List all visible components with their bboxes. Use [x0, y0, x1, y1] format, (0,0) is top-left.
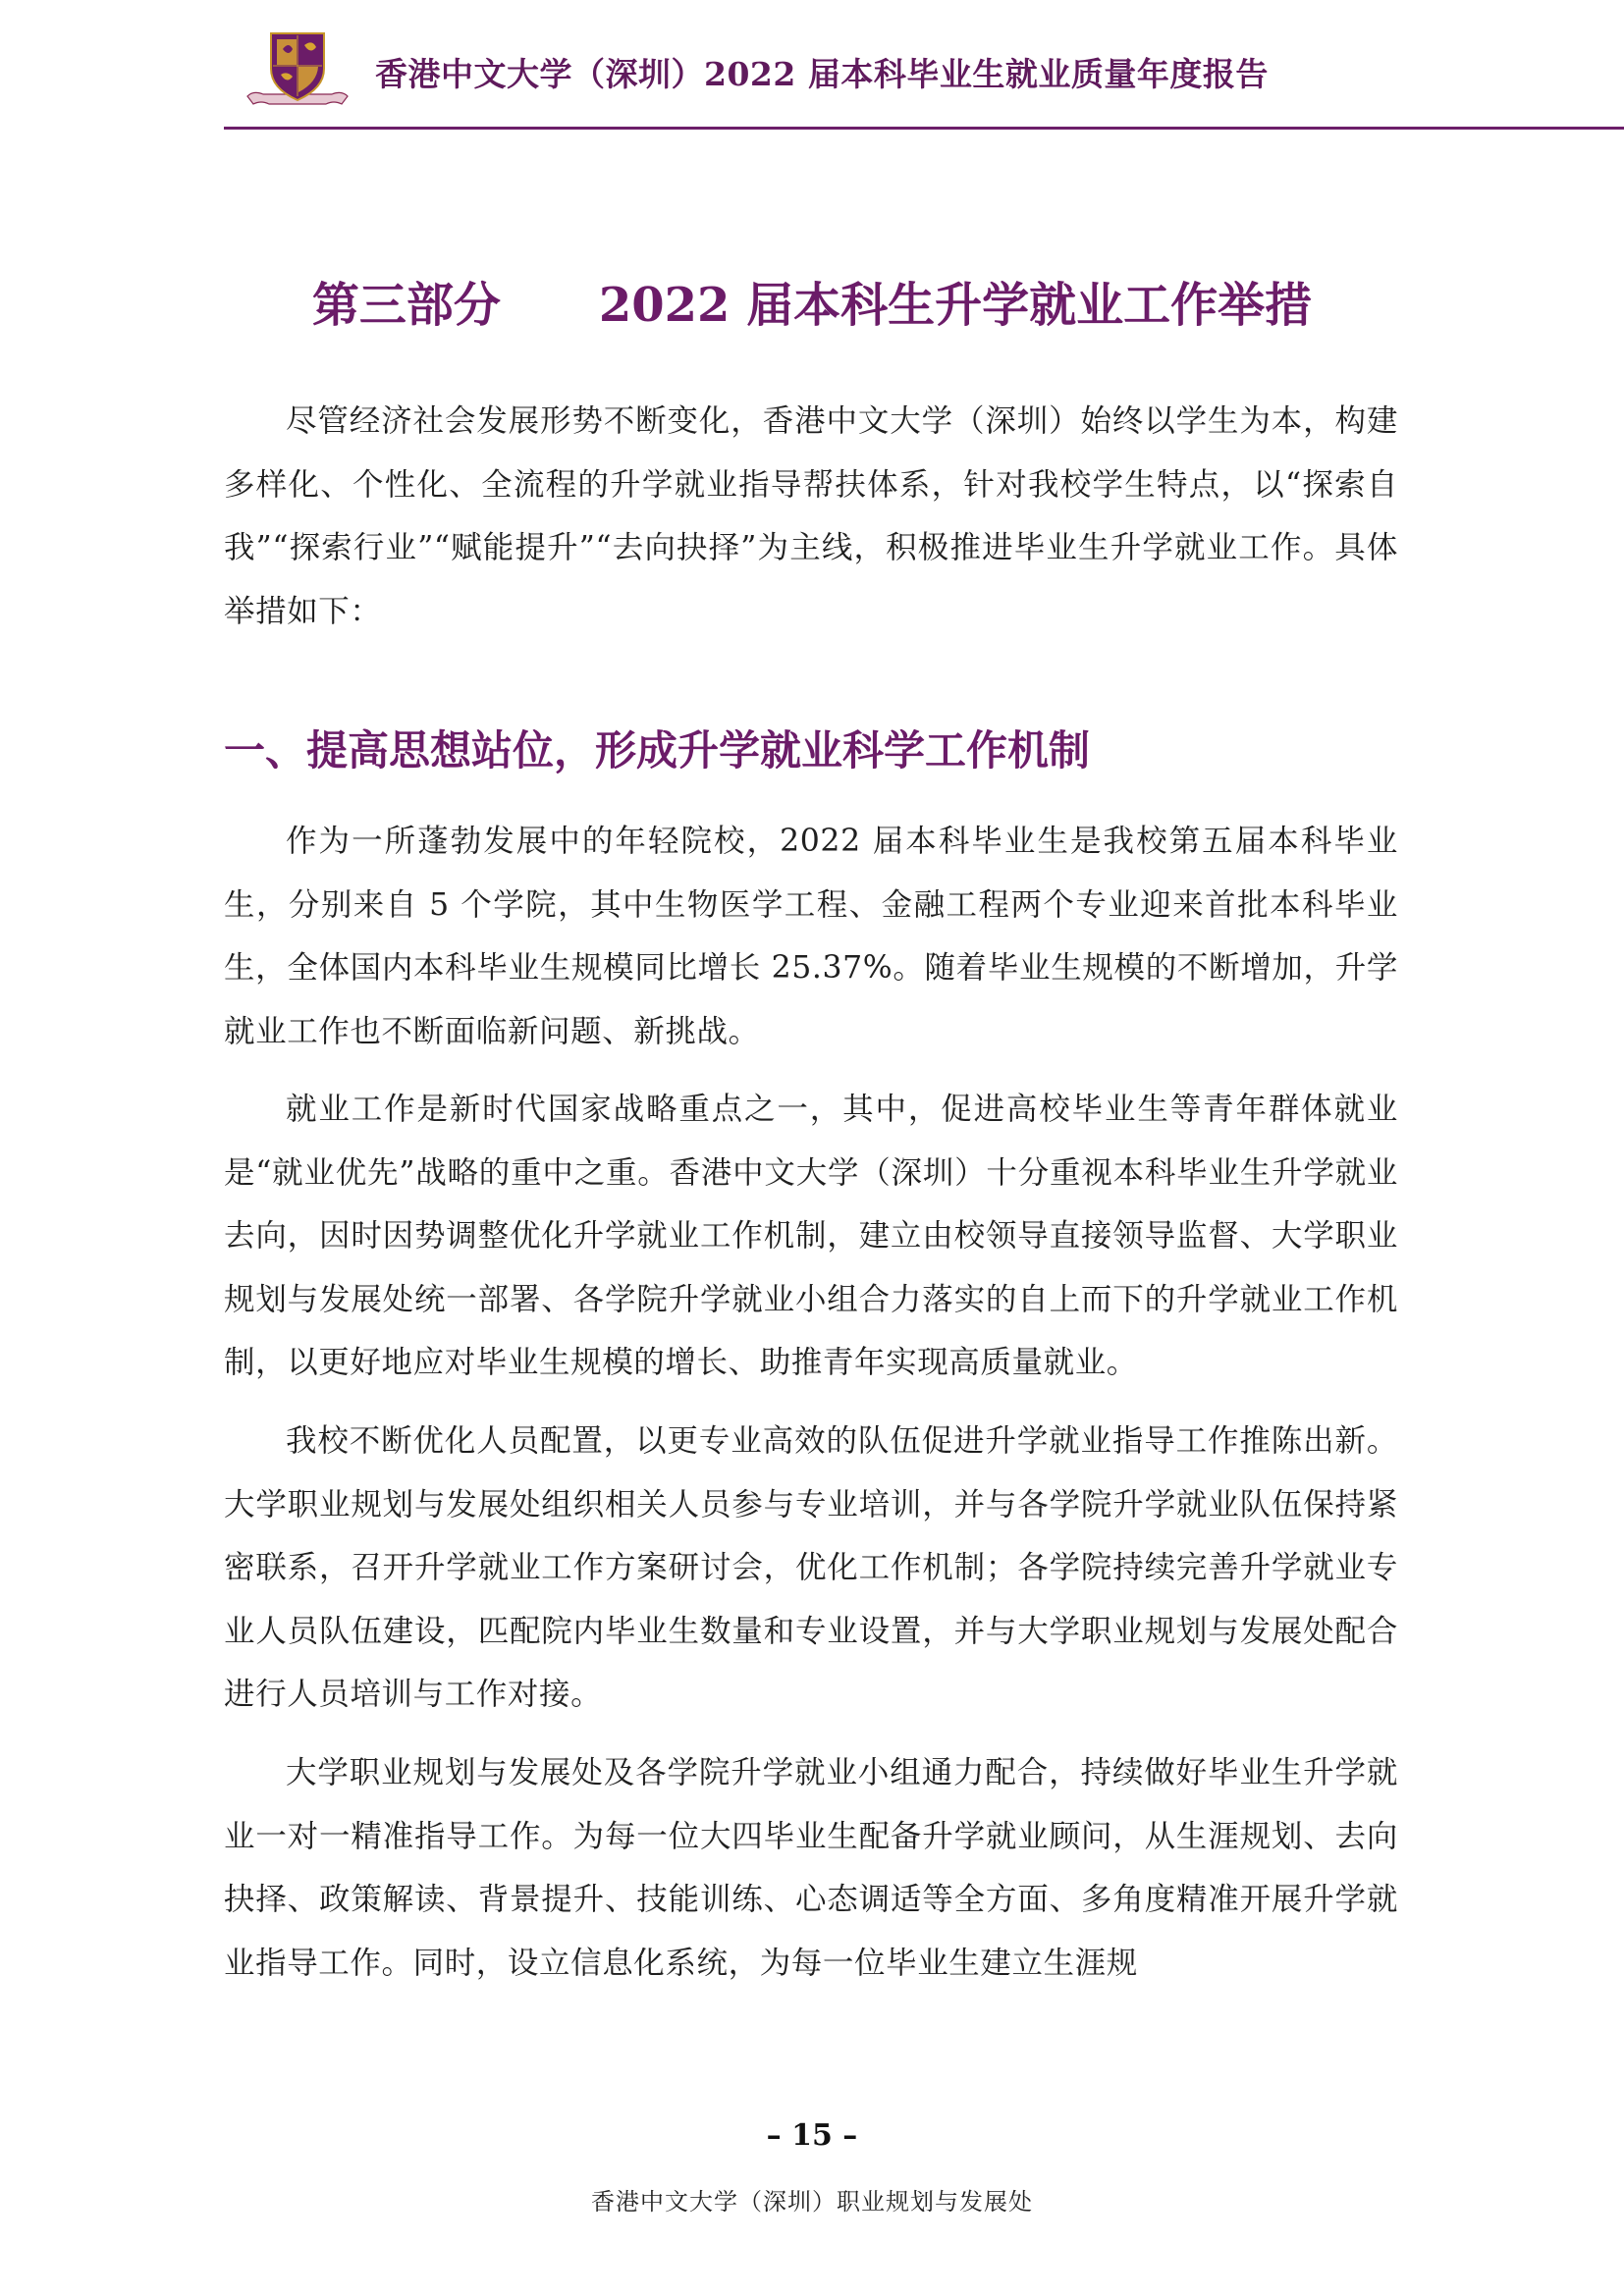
page-header — [0, 0, 1624, 130]
report-header-title: 香港中文大学（深圳）2022 届本科毕业生就业质量年度报告 — [375, 55, 1269, 93]
university-crest-icon — [244, 27, 352, 112]
paragraph-4: 大学职业规划与发展处及各学院升学就业小组通力配合，持续做好毕业生升学就业一对一精准指导工作。为每一位大四毕业生配备升学就业顾问，从生涯规划、去向抉择、政策解读、背景提升、技能训练、心态调适等全方面、多角度精准开展升学就业指导工作。同时，设立信息化系统，为每一位毕业生建立生涯规 — [224, 1755, 1398, 1981]
page-number: – 15 – — [766, 2118, 858, 2153]
paragraph-3: 我校不断优化人员配置，以更专业高效的队伍促进升学就业指导工作推陈出新。大学职业规划与发展处组织相关人员参与专业培训，并与各学院升学就业队伍保持紧密联系，召开升学就业工作方案研讨会，优化工作机制；各学院持续完善升学就业专业人员队伍建设，匹配院内毕业生数量和专业设置，并与大学职业规划与发展处配合进行人员培训与工作对接。 — [224, 1423, 1398, 1712]
header-divider — [224, 127, 1624, 130]
part-title-text: 2022 届本科生升学就业工作举措 — [598, 278, 1313, 333]
part-title — [0, 267, 1624, 335]
paragraph-2: 就业工作是新时代国家战略重点之一，其中，促进高校毕业生等青年群体就业是“就业优先”战略的重中之重。香港中文大学（深圳）十分重视本科毕业生升学就业去向，因时因势调整优化升学就业工作机制，建立由校领导直接领导监督、大学职业规划与发展处统一部署、各学院升学就业小组合力落实的自上而下的升学就业工作机制，以更好地应对毕业生规模的增长、助推青年实现高质量就业。 — [224, 1092, 1398, 1380]
section-heading: 一、提高思想站位，形成升学就业科学工作机制 — [224, 726, 1091, 774]
paragraph-1: 作为一所蓬勃发展中的年轻院校，2022 届本科毕业生是我校第五届本科毕业生，分别来自 5 个学院，其中生物医学工程、金融工程两个专业迎来首批本科毕业生，全体国内本科毕业生规模同比增长 25.37%。随着毕业生规模的不断增加，升学就业工作也不断面临新问题、新挑战。 — [224, 824, 1398, 1049]
footer-department: 香港中文大学（深圳）职业规划与发展处 — [591, 2188, 1033, 2216]
intro-paragraph: 尽管经济社会发展形势不断变化，香港中文大学（深圳）始终以学生为本，构建多样化、个性化、全流程的升学就业指导帮扶体系，针对我校学生特点，以“探索自我”“探索行业”“赋能提升”“去向抉择”为主线，积极推进毕业生升学就业工作。具体举措如下： — [224, 403, 1398, 629]
part-label: 第三部分 — [311, 278, 501, 333]
